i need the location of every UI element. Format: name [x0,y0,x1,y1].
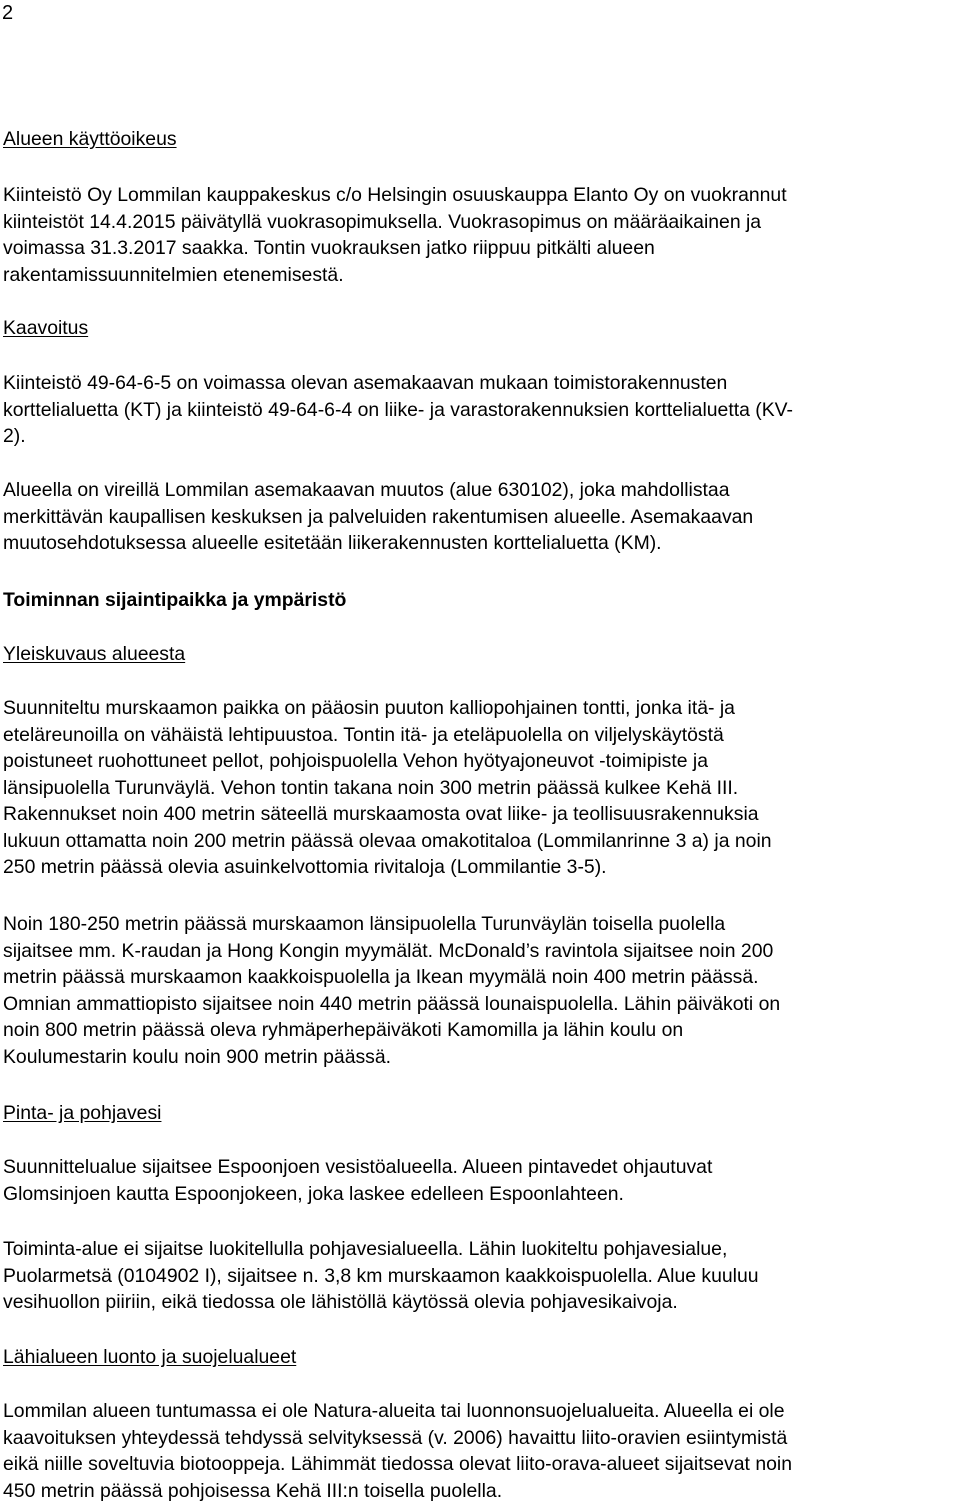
text-line: lukuun ottamatta noin 200 metrin päässä olevaa omakotitaloa (Lommilanrinne 3 a) ja noin [3,829,772,852]
text-line: 2). [3,425,26,447]
text-line: Omnian ammattiopisto sijaitsee noin 440 metrin päässä lounaispuolella. Lähin päiväkoti on [3,992,781,1015]
text-line: eteläreunoilla on vähäistä lehtipuustoa. Tontin itä- ja eteläpuolella on viljelyskäytöstä [3,723,724,746]
paragraph-yleiskuvaus-1 [3,695,955,881]
text-line: muutosehdotuksessa alueelle esitetään liikerakennusten korttelialuetta (KM). [3,532,662,554]
text-line: rakentamissuunnitelmien etenemisestä. [3,263,344,286]
text-line: 450 metrin päässä pohjoisessa Kehä III:n toisella puolella. [3,1479,503,1502]
text-line: 250 metrin päässä olevia asuinkelvottomia rivitaloja (Lommilantie 3-5). [3,856,607,878]
text-line: Suunnittelualue sijaitsee Espoonjoen vesistöalueella. Alueen pintavedet ohjautuvat [3,1156,713,1178]
text-line: sijaitsee mm. K-raudan ja Hong Kongin myymälät. McDonald’s ravintola sijaitsee noin 200 [3,939,774,962]
text-line: Lommilan alueen tuntumassa ei ole Natura-alueita tai luonnonsuojelualueita. Alueella ei ole [3,1400,785,1422]
text-line: länsipuolella Turunväylä. Vehon tontin takana noin 300 metrin päässä kulkee Kehä III. [3,776,739,799]
text-line: Koulumestarin koulu noin 900 metrin päässä. [3,1045,392,1068]
text-line: merkittävän kaupallisen keskuksen ja palveluiden rakentumisen alueelle. Asemakaavan [3,505,754,528]
text-line: Noin 180-250 metrin päässä murskaamon länsipuolella Turunväylän toisella puolella [3,913,726,935]
text-line: poistuneet ruohottuneet pellot, pohjoispuolella Vehon hyötyajoneuvot -toimipiste ja [3,750,709,772]
paragraph-vesi-1 [3,1154,955,1207]
heading-toiminnan-sijaintipaikka: Toiminnan sijaintipaikka ja ympäristö [3,589,347,611]
heading-kaavoitus: Kaavoitus [3,317,89,339]
text-line: Rakennukset noin 400 metrin säteellä murskaamosta ovat liike- ja teollisuusrakennuksia [3,803,759,825]
text-line: Toiminta-alue ei sijaitse luokitellulla pohjavesialueella. Lähin luokiteltu pohjavesialue, [3,1238,728,1260]
text-line: Kiinteistö Oy Lommilan kauppakeskus c/o Helsingin osuuskauppa Elanto Oy on vuokrannut [3,184,787,206]
text-line: metrin päässä murskaamon kaakkoispuolella ja Ikean myymälä noin 400 metrin päässä. [3,966,759,988]
text-line: Suunniteltu murskaamon paikka on pääosin puuton kalliopohjainen tontti, jonka itä- ja [3,697,735,719]
heading-yleiskuvaus-alueesta: Yleiskuvaus alueesta [3,643,186,665]
text-line: eikä niille soveltuvia biotooppeja. Lähimmät tiedossa olevat liito-orava-alueet sijaitsevat noin [3,1453,792,1475]
heading-lahialueen-luonto: Lähialueen luonto ja suojelualueet [3,1346,297,1368]
paragraph-kayttooikeus-1 [3,182,955,288]
text-line: vesihuollon piiriin, eikä tiedossa ole lähistöllä käytössä olevia pohjavesikaivoja. [3,1291,678,1313]
text-line: korttelialuetta (KT) ja kiinteistö 49-64-6-4 on liike- ja varastorakennuksien korttelialuetta (KV- [3,398,793,421]
text-line: noin 800 metrin päässä oleva ryhmäperhepäiväkoti Kamomilla ja lähin koulu on [3,1019,684,1041]
paragraph-kaavoitus-2 [3,477,955,557]
text-line: kiinteistöt 14.4.2015 päivätyllä vuokrasopimuksella. Vuokrasopimus on määräaikainen ja [3,210,762,233]
paragraph-yleiskuvaus-2 [3,911,955,1070]
paragraph-luonto-1 [3,1398,955,1504]
text-line: Alueella on vireillä Lommilan asemakaavan muutos (alue 630102), joka mahdollistaa [3,479,730,501]
text-line: kaavoituksen yhteydessä tehdyssä selvityksessä (v. 2006) havaittu liito-oravien esiintymistä [3,1426,788,1449]
text-line: Glomsinjoen kautta Espoonjokeen, joka laskee edelleen Espoonlahteen. [3,1182,624,1205]
paragraph-kaavoitus-1 [3,370,955,450]
text-line: voimassa 31.3.2017 saakka. Tontin vuokrauksen jatko riippuu pitkälti alueen [3,237,655,259]
text-line: Kiinteistö 49-64-6-5 on voimassa olevan asemakaavan mukaan toimistorakennusten [3,372,728,394]
text-line: Puolarmetsä (0104902 I), sijaitsee n. 3,8 km murskaamon kaakkoispuolella. Alue kuuluu [3,1264,759,1287]
heading-pinta-ja-pohjavesi: Pinta- ja pohjavesi [3,1102,162,1124]
heading-alueen-kayttooikeus: Alueen käyttöoikeus [3,128,177,150]
paragraph-vesi-2 [3,1236,955,1316]
page-number: 2 [2,2,14,24]
